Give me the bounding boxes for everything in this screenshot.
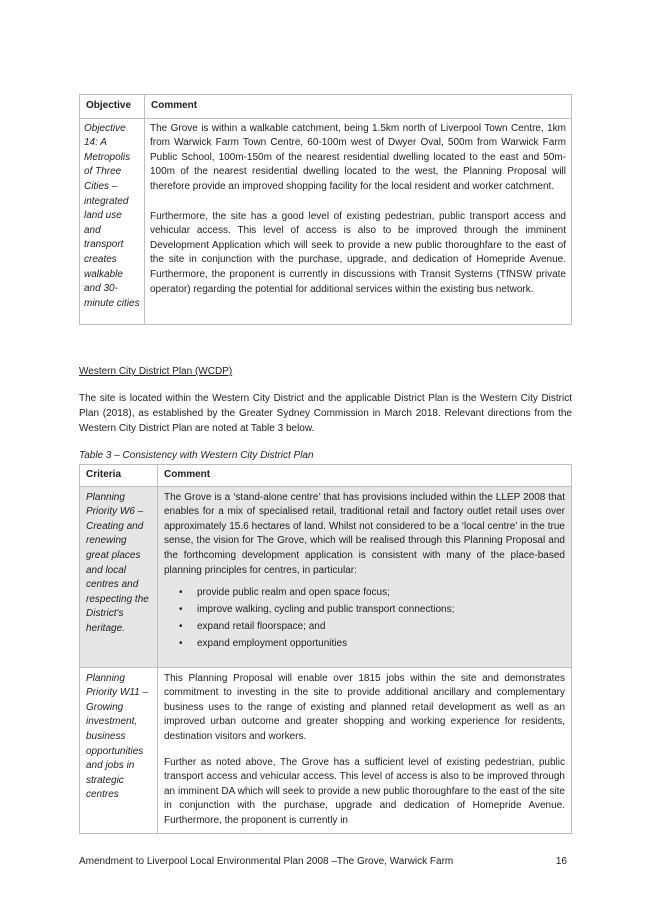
list-item: • provide public realm and open space focus; bbox=[197, 586, 565, 601]
section-paragraph: The site is located within the Western City District and the applicable District Plan is the Western City District Plan (2018), as established by the Greater Sydney Commission in March 2018. Relevant directions from the Western City District Plan are noted at Table 3 below. bbox=[79, 393, 572, 434]
objective-cell: Objective 14: A Metropolis of Three Cities – integrated land use and transport creates walkable and 30-minute cities bbox=[80, 118, 145, 324]
comment-cell bbox=[158, 667, 572, 833]
comment-paragraph: Further as noted above, The Grove has a sufficient level of existing pedestrian, public transport access and vehicular access. This level of access is also to be improved through an imminent DA which will seek to provide a new public thoroughfare to the east of the site in conjunction with the purchase, upgrade and dedication of Homepride Avenue. Furthermore, the proponent is currently in bbox=[164, 756, 565, 826]
comment-cell bbox=[145, 118, 572, 324]
table-row bbox=[80, 486, 572, 667]
comment-cell bbox=[158, 486, 572, 667]
page-number: 16 bbox=[555, 856, 567, 867]
comment-paragraph: Furthermore, the site has a good level of existing pedestrian, public transport access and vehicular access. This level of access is also to be improved through the imminent Development Application which will seek to provide a new public thoroughfare to the east of the site in conjunction with the purchase, upgrade, and dedication of Homepride Avenue. Furthermore, the proponent is currently in discussions with Transit Systems (TfNSW private operator) regarding the potential for additional services within the existing bus network. bbox=[150, 210, 566, 295]
comment-column-header: Comment bbox=[158, 465, 572, 487]
criteria-cell: Planning Priority W11 – Growing investment, business opportunities and jobs in strategic centres bbox=[80, 667, 158, 833]
list-item: • expand employment opportunities bbox=[197, 637, 565, 652]
comment-paragraph: The Grove is within a walkable catchment, being 1.5km north of Liverpool Town Centre, 1km from Warwick Farm Town Centre, 60-100m west of Dwyer Oval, 500m from Warwick Farm Public School, 100m-150m of the nearest residential dwelling located to the east and 50m-100m of the nearest residential dwelling located to the west, the Planning Proposal will therefore provide an improved shopping facility for the local resident and worker catchment. bbox=[150, 122, 566, 192]
comment-paragraph: The Grove is a ‘stand-alone centre’ that has provisions included within the LLEP 2008 that enables for a mix of specialised retail, traditional retail and factory outlet retail uses over approximately 15.6 hectares of land. Whilst not considered to be a ‘local centre’ in the true sense, the vision for The Grove, which will be realised through this Planning Proposal and the forthcoming development application is consistent with many of the place-based planning principles for centres, in particular: bbox=[164, 491, 565, 576]
table-header-row bbox=[80, 95, 572, 119]
table-row bbox=[80, 667, 572, 833]
section-heading: Western City District Plan (WCDP) bbox=[79, 366, 233, 377]
page-footer bbox=[79, 856, 572, 867]
objectives-table bbox=[79, 94, 572, 325]
criteria-column-header: Criteria bbox=[80, 465, 158, 487]
comment-paragraph: This Planning Proposal will enable over 1815 jobs within the site and demonstrates commitment to investing in the site to provide additional ancillary and complementary business uses to the range of existing and planned retail development as well as an improved urban outcome and greater shopping and working experience for residents, destination visitors and workers. bbox=[164, 672, 565, 742]
consistency-table bbox=[79, 464, 572, 834]
table-caption: Table 3 – Consistency with Western City District Plan bbox=[79, 450, 314, 461]
footer-title: Amendment to Liverpool Local Environmental Plan 2008 –The Grove, Warwick Farm bbox=[79, 856, 454, 867]
criteria-cell: Planning Priority W6 – Creating and renewing great places and local centres and respecting the District's heritage. bbox=[80, 486, 158, 667]
comment-column-header: Comment bbox=[145, 95, 572, 119]
list-item: • expand retail floorspace; and bbox=[197, 620, 565, 635]
table-header-row bbox=[80, 465, 572, 487]
list-item: • improve walking, cycling and public transport connections; bbox=[197, 603, 565, 618]
objective-column-header: Objective bbox=[80, 95, 145, 119]
bullet-list bbox=[164, 586, 565, 652]
table-row bbox=[80, 118, 572, 324]
